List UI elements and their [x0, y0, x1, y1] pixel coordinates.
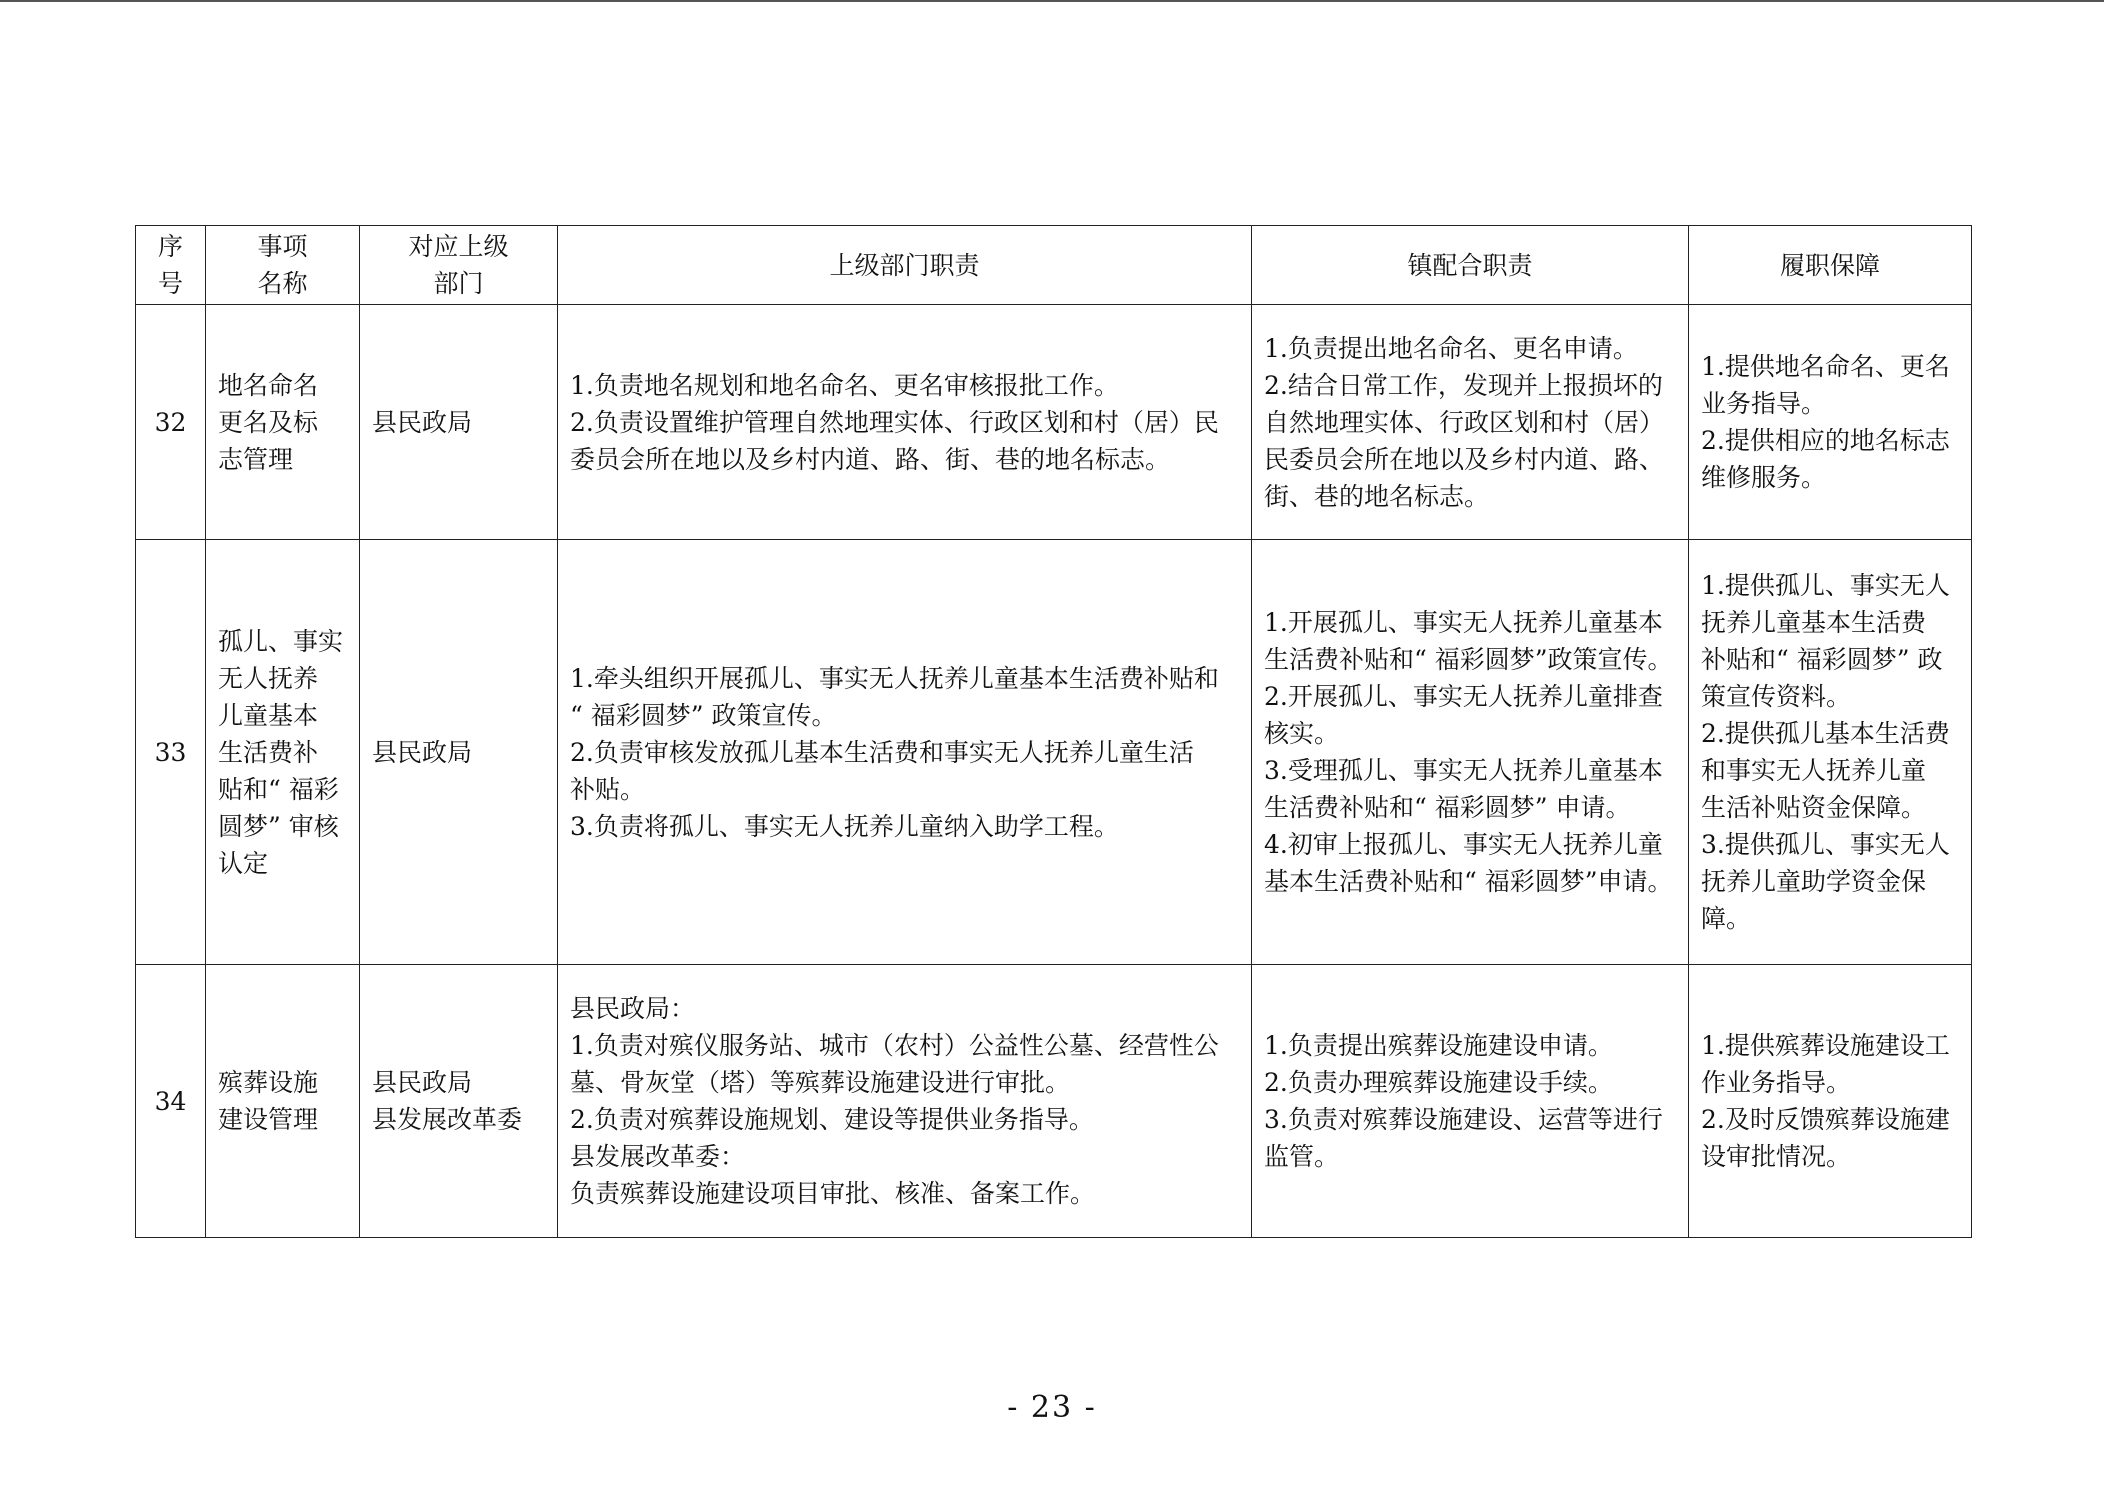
- guarantee-cell: 1.提供孤儿、事实无人 抚养儿童基本生活费 补贴和“ 福彩圆梦” 政 策宣传资料。 2.提供孤儿基本生活费 和事实无人抚养儿童 生活补贴资金保障。 3.提供孤儿、事实无人 抚养儿童助学资金保 障。: [1689, 540, 1972, 965]
- department-cell: 县民政局 县发展改革委: [360, 965, 558, 1238]
- item-name-cell: 孤儿、事实 无人抚养 儿童基本 生活费补 贴和“ 福彩 圆梦” 审核 认定: [206, 540, 360, 965]
- upper-duties-cell: 1.负责地名规划和地名命名、更名审核报批工作。 2.负责设置维护管理自然地理实体、行政区划和村（居）民 委员会所在地以及乡村内道、路、街、巷的地名标志。: [558, 305, 1252, 540]
- upper-duties-cell: 县民政局： 1.负责对殡仪服务站、城市（农村）公益性公墓、经营性公 墓、骨灰堂（塔）等殡葬设施建设进行审批。 2.负责对殡葬设施规划、建设等提供业务指导。 县发展改革委： 负责殡葬设施建设项目审批、核准、备案工作。: [558, 965, 1252, 1238]
- guarantee-cell: 1.提供地名命名、更名 业务指导。 2.提供相应的地名标志 维修服务。: [1689, 305, 1972, 540]
- row-number: 34: [136, 965, 206, 1238]
- header-town-duties: 镇配合职责: [1252, 226, 1689, 305]
- header-row: [136, 226, 1972, 305]
- page-number: - 23 -: [1007, 1390, 1097, 1425]
- header-upper-duties: 上级部门职责: [558, 226, 1252, 305]
- department-cell: 县民政局: [360, 540, 558, 965]
- item-name-cell: 殡葬设施 建设管理: [206, 965, 360, 1238]
- header-item-name: 事项 名称: [206, 226, 360, 305]
- header-upper-department: 对应上级 部门: [360, 226, 558, 305]
- item-name-cell: 地名命名 更名及标 志管理: [206, 305, 360, 540]
- table-row: [136, 540, 1972, 965]
- department-cell: 县民政局: [360, 305, 558, 540]
- town-duties-cell: 1.开展孤儿、事实无人抚养儿童基本 生活费补贴和“ 福彩圆梦”政策宣传。 2.开展孤儿、事实无人抚养儿童排查 核实。 3.受理孤儿、事实无人抚养儿童基本 生活费补贴和“ 福彩圆梦” 申请。 4.初审上报孤儿、事实无人抚养儿童 基本生活费补贴和“ 福彩圆梦”申请。: [1252, 540, 1689, 965]
- guarantee-cell: 1.提供殡葬设施建设工 作业务指导。 2.及时反馈殡葬设施建 设审批情况。: [1689, 965, 1972, 1238]
- table-row: [136, 305, 1972, 540]
- header-no: 序 号: [136, 226, 206, 305]
- upper-duties-cell: 1.牵头组织开展孤儿、事实无人抚养儿童基本生活费补贴和 “ 福彩圆梦” 政策宣传。 2.负责审核发放孤儿基本生活费和事实无人抚养儿童生活 补贴。 3.负责将孤儿、事实无人抚养儿童纳入助学工程。: [558, 540, 1252, 965]
- town-duties-cell: 1.负责提出地名命名、更名申请。 2.结合日常工作，发现并上报损坏的 自然地理实体、行政区划和村（居） 民委员会所在地以及乡村内道、路、 街、巷的地名标志。: [1252, 305, 1689, 540]
- table-row: [136, 965, 1972, 1238]
- duty-table: [135, 225, 1972, 1238]
- top-border-line: [0, 0, 2104, 2]
- header-guarantee: 履职保障: [1689, 226, 1972, 305]
- town-duties-cell: 1.负责提出殡葬设施建设申请。 2.负责办理殡葬设施建设手续。 3.负责对殡葬设施建设、运营等进行 监管。: [1252, 965, 1689, 1238]
- row-number: 33: [136, 540, 206, 965]
- row-number: 32: [136, 305, 206, 540]
